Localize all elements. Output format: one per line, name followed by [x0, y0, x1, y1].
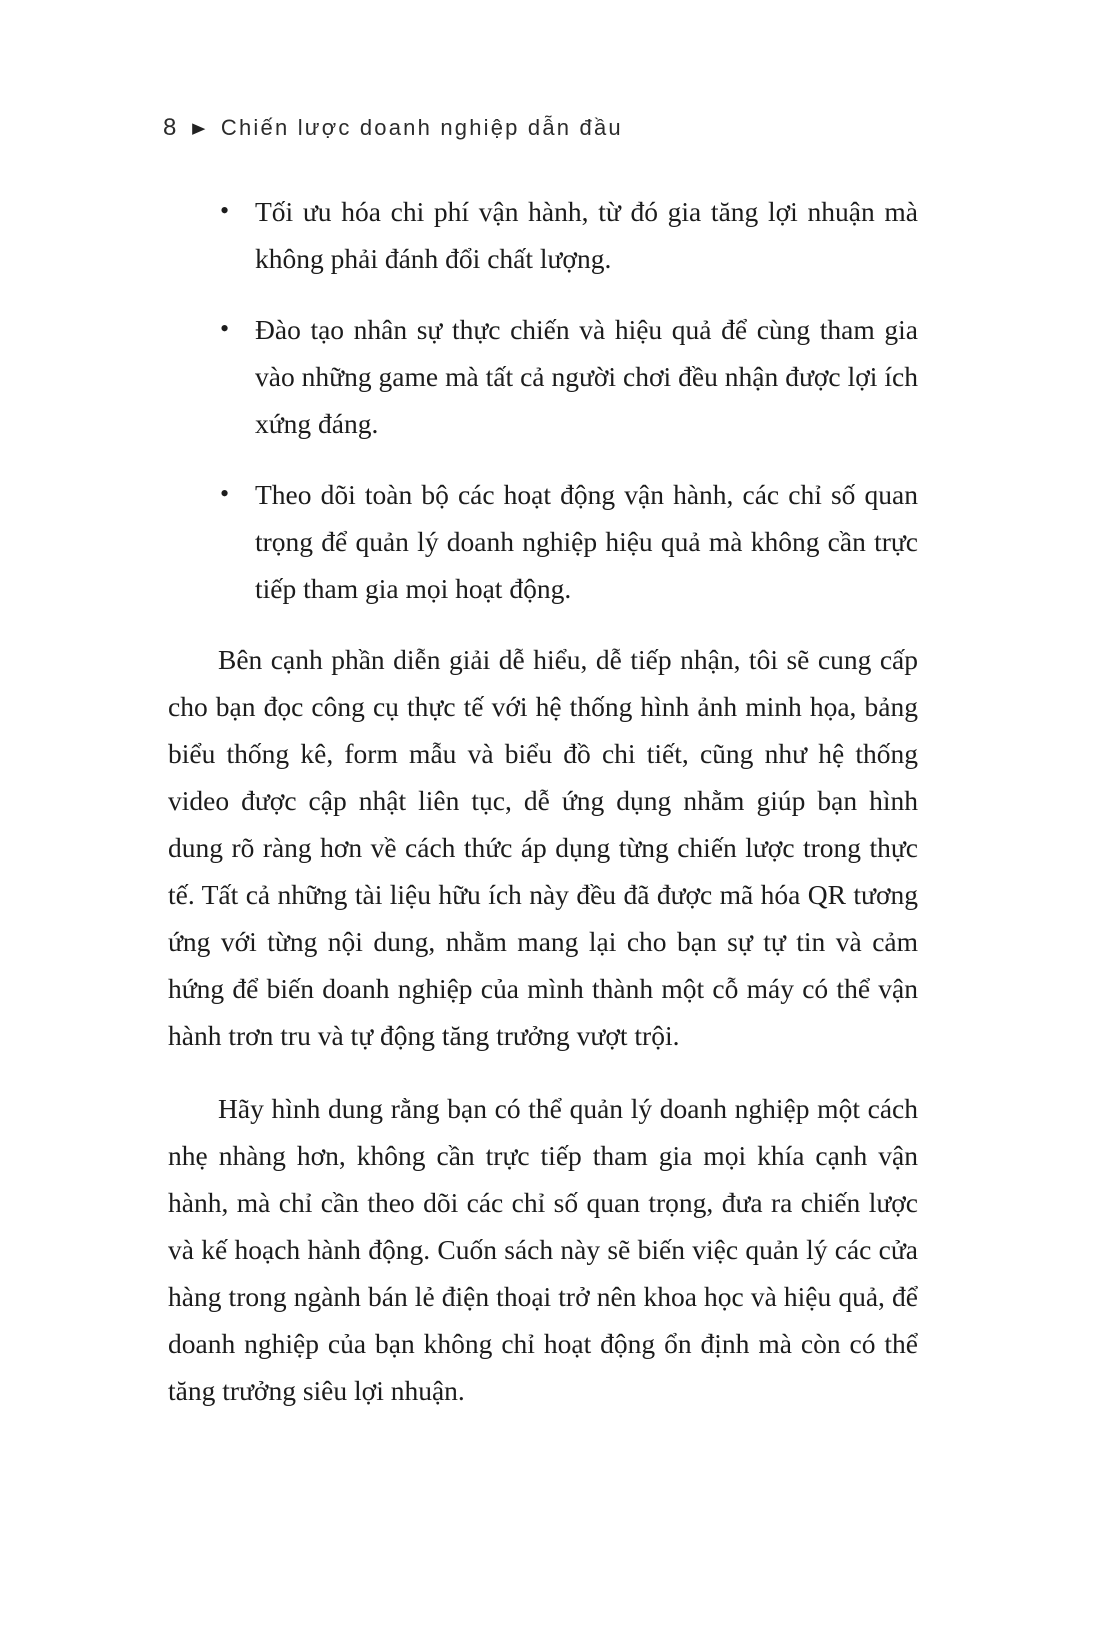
bullet-item: [168, 188, 918, 282]
page-number: 8: [163, 114, 178, 141]
page-content: [168, 188, 918, 1440]
bullet-text: Đào tạo nhân sự thực chiến và hiệu quả để cùng tham gia vào những game mà tất cả người chơi đều nhận được lợi ích xứng đáng.: [255, 314, 918, 439]
page-header: [163, 114, 959, 142]
bullet-marker-icon: •: [220, 479, 230, 508]
bullet-item: [168, 471, 918, 612]
book-title: Chiến lược doanh nghiệp dẫn đầu: [220, 115, 623, 140]
bullet-text: Theo dõi toàn bộ các hoạt động vận hành, các chỉ số quan trọng để quản lý doanh nghiệp hiệu quả mà không cần trực tiếp tham gia mọi hoạt động.: [255, 479, 918, 604]
bullet-marker-icon: •: [220, 314, 230, 343]
bullet-item: [168, 306, 918, 447]
header-arrow-icon: ▶: [192, 120, 206, 137]
bullet-marker-icon: •: [220, 196, 230, 225]
paragraph: Hãy hình dung rằng bạn có thể quản lý doanh nghiệp một cách nhẹ nhàng hơn, không cần trực tiếp tham gia mọi khía cạnh vận hành, mà chỉ cần theo dõi các chỉ số quan trọng, đưa ra chiến lược và kế hoạch hành động. Cuốn sách này sẽ biến việc quản lý các cửa hàng trong ngành bán lẻ điện thoại trở nên khoa học và hiệu quả, để doanh nghiệp của bạn không chỉ hoạt động ổn định mà còn có thể tăng trưởng siêu lợi nhuận.: [168, 1093, 918, 1406]
bullet-text: Tối ưu hóa chi phí vận hành, từ đó gia tăng lợi nhuận mà không phải đánh đổi chất lượng.: [255, 196, 918, 274]
bullet-list: [168, 188, 918, 612]
paragraph: Bên cạnh phần diễn giải dễ hiểu, dễ tiếp nhận, tôi sẽ cung cấp cho bạn đọc công cụ thực tế với hệ thống hình ảnh minh họa, bảng biểu thống kê, form mẫu và biểu đồ chi tiết, cũng như hệ thống video được cập nhật liên tục, dễ ứng dụng nhằm giúp bạn hình dung rõ ràng hơn về cách thức áp dụng từng chiến lược trong thực tế. Tất cả những tài liệu hữu ích này đều đã được mã hóa QR tương ứng với từng nội dung, nhằm mang lại cho bạn sự tự tin và cảm hứng để biến doanh nghiệp của mình thành một cỗ máy có thể vận hành trơn tru và tự động tăng trưởng vượt trội.: [168, 644, 918, 1051]
